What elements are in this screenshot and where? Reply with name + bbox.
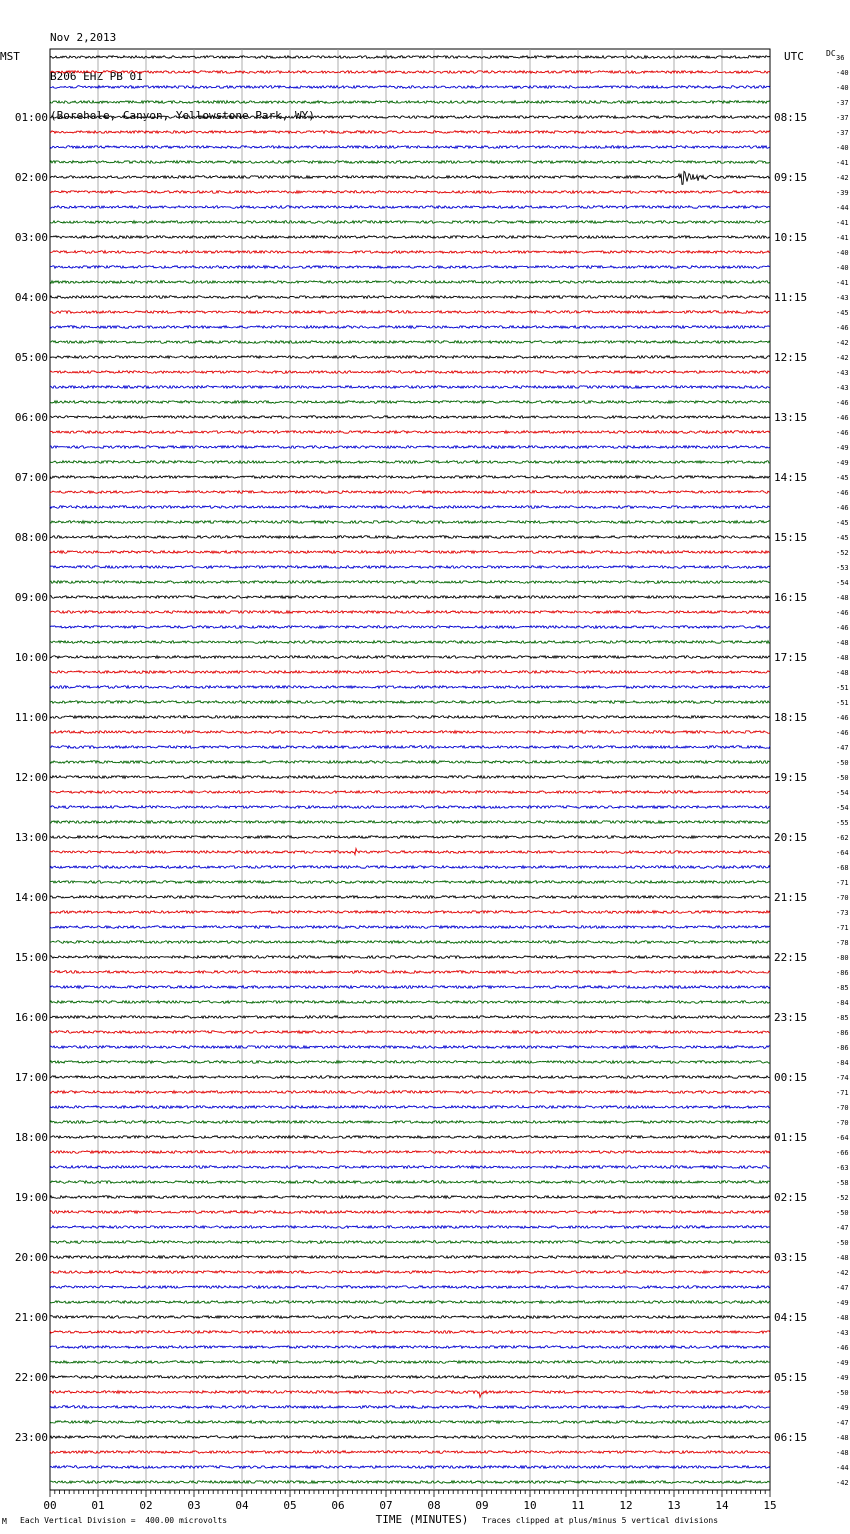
x-tick-label: 07 (379, 1499, 393, 1512)
seismic-trace (50, 341, 770, 344)
seismic-trace (50, 821, 770, 824)
dc-offset-label: -46 (836, 729, 849, 737)
seismic-trace (50, 911, 770, 914)
mst-hour-label: 04:00 (14, 291, 48, 304)
seismic-trace (50, 926, 770, 929)
dc-offset-label: -52 (836, 1194, 849, 1202)
plot-frame (50, 49, 770, 1490)
x-tick-label: 13 (667, 1499, 681, 1512)
seismic-trace (50, 671, 770, 674)
x-tick-label: 08 (427, 1499, 441, 1512)
mst-hour-label: 14:00 (14, 891, 48, 904)
seismic-trace (50, 746, 770, 749)
seismic-trace (50, 296, 770, 299)
mst-hour-label: 11:00 (14, 711, 48, 724)
seismic-trace (50, 1091, 770, 1094)
seismic-trace (50, 251, 770, 254)
seismic-trace (50, 1481, 770, 1484)
seismic-trace (50, 476, 770, 479)
mst-hour-label: 02:00 (14, 171, 48, 184)
clip-note: Traces clipped at plus/minus 5 vertical divisions (482, 1516, 719, 1525)
x-tick-label: 02 (139, 1499, 153, 1512)
dc-offset-label: -62 (836, 834, 849, 842)
seismic-trace (50, 1121, 770, 1124)
dc-offset-label: -45 (836, 519, 849, 527)
dc-offset-label: -85 (836, 1014, 849, 1022)
dc-offset-label: -46 (836, 624, 849, 632)
dc-offset-label: -54 (836, 804, 849, 812)
dc-offset-label: -49 (836, 1374, 849, 1382)
dc-offset-label: -45 (836, 534, 849, 542)
utc-hour-label: 10:15 (774, 231, 808, 244)
utc-hour-label: 06:15 (774, 1431, 808, 1444)
dc-offset-label: -86 (836, 1044, 849, 1052)
seismic-trace (50, 131, 770, 134)
seismic-trace (50, 941, 770, 944)
seismic-trace (50, 266, 770, 269)
dc-offset-label: -42 (836, 1479, 849, 1487)
left-timezone-label: MST (0, 50, 20, 63)
seismic-trace (50, 1466, 770, 1469)
seismic-trace (50, 686, 770, 689)
seismic-trace (50, 1180, 770, 1183)
seismic-trace (50, 101, 770, 104)
dc-offset-label: -45 (836, 309, 849, 317)
dc-offset-label: -48 (836, 1449, 849, 1457)
seismic-trace (50, 311, 770, 314)
dc-offset-label: -50 (836, 774, 849, 782)
dc-offset-label: -49 (836, 1404, 849, 1412)
seismic-trace (50, 1211, 770, 1214)
utc-hour-label: 21:15 (774, 891, 808, 904)
dc-offset-label: -39 (836, 189, 849, 197)
seismic-trace (50, 326, 770, 329)
dc-offset-label: -40 (836, 69, 849, 77)
utc-hour-label: 19:15 (774, 771, 808, 784)
dc-offset-label: -66 (836, 1149, 849, 1157)
dc-offset-label: -84 (836, 999, 849, 1007)
dc-offset-label: -85 (836, 984, 849, 992)
seismic-trace (50, 1226, 770, 1229)
dc-offset-label: -44 (836, 1464, 849, 1472)
right-timezone-label: UTC (784, 50, 804, 63)
dc-offset-label: -49 (836, 1359, 849, 1367)
seismic-trace (50, 956, 770, 959)
seismic-trace (50, 446, 770, 449)
dc-offset-label: -43 (836, 1329, 849, 1337)
dc-offset-label: -43 (836, 384, 849, 392)
dc-offset-label: -48 (836, 639, 849, 647)
dc-offset-header: DC (826, 49, 836, 58)
dc-offset-label: -37 (836, 99, 849, 107)
x-tick-label: 15 (763, 1499, 777, 1512)
mst-hour-label: 16:00 (14, 1011, 48, 1024)
dc-offset-label: -48 (836, 654, 849, 662)
mst-hour-label: 19:00 (14, 1191, 48, 1204)
seismic-trace (50, 1241, 770, 1244)
seismic-trace (50, 521, 770, 524)
dc-offset-label: -40 (836, 84, 849, 92)
seismic-trace (50, 1406, 770, 1409)
seismic-trace (50, 656, 770, 659)
dc-offset-label: -50 (836, 759, 849, 767)
dc-offset-label: -74 (836, 1074, 849, 1082)
dc-offset-label: -40 (836, 144, 849, 152)
x-axis-title: TIME (MINUTES) (375, 1513, 469, 1526)
mst-hour-label: 13:00 (14, 831, 48, 844)
mst-hour-label: 23:00 (14, 1431, 48, 1444)
seismic-trace (50, 146, 770, 149)
seismic-trace (50, 56, 770, 59)
seismic-trace (50, 221, 770, 224)
dc-offset-label: -46 (836, 1344, 849, 1352)
dc-offset-label: -47 (836, 1419, 849, 1427)
seismic-trace (50, 506, 770, 509)
dc-offset-label: -54 (836, 579, 849, 587)
seismic-trace (50, 431, 770, 434)
seismic-trace (50, 71, 770, 74)
utc-hour-label: 18:15 (774, 711, 808, 724)
seismic-trace (50, 536, 770, 539)
seismic-trace (50, 611, 770, 614)
utc-hour-label: 23:15 (774, 1011, 808, 1024)
dc-offset-label: -48 (836, 669, 849, 677)
dc-offset-label: -86 (836, 969, 849, 977)
utc-hour-label: 17:15 (774, 651, 808, 664)
seismic-trace (50, 806, 770, 809)
seismic-trace (50, 551, 770, 554)
dc-offset-label: -50 (836, 1209, 849, 1217)
station-code: B206 EHZ PB 01 (50, 70, 143, 83)
mst-hour-label: 08:00 (14, 531, 48, 544)
mst-hour-label: 18:00 (14, 1131, 48, 1144)
dc-offset-label: -42 (836, 1269, 849, 1277)
seismic-trace (50, 116, 770, 119)
utc-hour-label: 16:15 (774, 591, 808, 604)
dc-offset-label: -80 (836, 954, 849, 962)
dc-offset-label: -78 (836, 939, 849, 947)
scale-note: Each Vertical Division = 400.00 microvolts (20, 1516, 228, 1525)
seismic-trace (50, 491, 770, 494)
x-tick-label: 04 (235, 1499, 249, 1512)
utc-hour-label: 00:15 (774, 1071, 808, 1084)
seismic-trace (50, 416, 770, 419)
seismic-trace (50, 1166, 770, 1169)
dc-offset-label: -41 (836, 159, 849, 167)
x-tick-label: 05 (283, 1499, 297, 1512)
seismic-trace (50, 281, 770, 284)
dc-offset-label: -37 (836, 114, 849, 122)
dc-offset-label: -46 (836, 504, 849, 512)
utc-hour-label: 22:15 (774, 951, 808, 964)
seismic-trace (50, 1031, 770, 1034)
dc-offset-label: -41 (836, 219, 849, 227)
dc-offset-label: -52 (836, 549, 849, 557)
dc-offset-label: -44 (836, 204, 849, 212)
x-tick-label: 14 (715, 1499, 729, 1512)
seismic-trace (50, 848, 770, 854)
dc-offset-label: -42 (836, 174, 849, 182)
dc-offset-label: -42 (836, 354, 849, 362)
record-date: Nov 2,2013 (50, 31, 117, 44)
dc-offset-label: -48 (836, 1434, 849, 1442)
seismic-trace (50, 1016, 770, 1019)
dc-offset-label: -47 (836, 1284, 849, 1292)
utc-hour-label: 01:15 (774, 1131, 808, 1144)
x-tick-label: 06 (331, 1499, 345, 1512)
seismic-trace (50, 581, 770, 584)
seismic-trace (50, 371, 770, 374)
dc-offset-label: -47 (836, 744, 849, 752)
seismic-trace (50, 86, 770, 89)
dc-offset-label: -46 (836, 429, 849, 437)
seismic-trace (50, 1196, 770, 1199)
seismic-trace (50, 986, 770, 989)
utc-hour-label: 15:15 (774, 531, 808, 544)
utc-hour-label: 03:15 (774, 1251, 808, 1264)
mst-hour-label: 05:00 (14, 351, 48, 364)
seismic-trace (50, 206, 770, 209)
seismic-trace (50, 161, 770, 164)
seismic-trace (50, 566, 770, 569)
seismic-trace (50, 1271, 770, 1274)
x-tick-label: 12 (619, 1499, 633, 1512)
seismic-trace (50, 731, 770, 734)
utc-hour-label: 12:15 (774, 351, 808, 364)
seismic-trace (50, 1421, 770, 1424)
dc-offset-label: -70 (836, 1119, 849, 1127)
dc-offset-label: -43 (836, 294, 849, 302)
x-tick-label: 11 (571, 1499, 585, 1512)
dc-offset-label: -51 (836, 699, 849, 707)
seismic-trace (50, 1376, 770, 1379)
mst-hour-label: 12:00 (14, 771, 48, 784)
dc-offset-label: 36 (836, 54, 845, 62)
seismic-trace (50, 1061, 770, 1064)
dc-offset-label: -46 (836, 399, 849, 407)
utc-hour-label: 09:15 (774, 171, 808, 184)
seismic-trace (50, 881, 770, 884)
dc-offset-label: -48 (836, 1314, 849, 1322)
utc-hour-label: 04:15 (774, 1311, 808, 1324)
dc-offset-label: -41 (836, 234, 849, 242)
mst-hour-label: 15:00 (14, 951, 48, 964)
dc-offset-label: -43 (836, 369, 849, 377)
seismic-trace (50, 1436, 770, 1439)
dc-offset-label: -71 (836, 1089, 849, 1097)
dc-offset-label: -46 (836, 489, 849, 497)
dc-offset-label: -48 (836, 1254, 849, 1262)
seismic-trace (50, 1256, 770, 1259)
dc-offset-label: -64 (836, 849, 849, 857)
dc-offset-label: -42 (836, 339, 849, 347)
seismic-trace (50, 596, 770, 599)
seismic-trace (50, 1346, 770, 1349)
utc-hour-label: 20:15 (774, 831, 808, 844)
seismic-trace (50, 236, 770, 239)
seismic-trace (50, 386, 770, 389)
mst-hour-label: 10:00 (14, 651, 48, 664)
dc-offset-label: -47 (836, 1224, 849, 1232)
utc-hour-label: 08:15 (774, 111, 808, 124)
dc-offset-label: -46 (836, 414, 849, 422)
dc-offset-label: -53 (836, 564, 849, 572)
seismic-trace (50, 1301, 770, 1304)
seismic-trace (50, 401, 770, 404)
mst-hour-label: 22:00 (14, 1371, 48, 1384)
station-location: (Borehole, Canyon, Yellowstone Park, WY) (50, 109, 315, 122)
mst-hour-label: 20:00 (14, 1251, 48, 1264)
x-tick-label: 00 (43, 1499, 57, 1512)
seismic-trace (50, 641, 770, 644)
seismic-trace (50, 1046, 770, 1049)
mst-hour-label: 01:00 (14, 111, 48, 124)
dc-offset-label: -71 (836, 924, 849, 932)
mst-hour-label: 21:00 (14, 1311, 48, 1324)
corner-mark: M (2, 1517, 7, 1526)
dc-offset-label: -63 (836, 1164, 849, 1172)
dc-offset-label: -46 (836, 609, 849, 617)
dc-offset-label: -48 (836, 594, 849, 602)
dc-offset-label: -50 (836, 1239, 849, 1247)
seismic-trace (50, 171, 770, 184)
seismic-trace (50, 191, 770, 194)
dc-offset-label: -71 (836, 879, 849, 887)
dc-offset-label: -64 (836, 1134, 849, 1142)
seismic-trace (50, 461, 770, 464)
dc-offset-label: -49 (836, 1299, 849, 1307)
utc-hour-label: 02:15 (774, 1191, 808, 1204)
seismic-trace (50, 1136, 770, 1139)
x-tick-label: 03 (187, 1499, 201, 1512)
mst-hour-label: 07:00 (14, 471, 48, 484)
seismic-trace (50, 1331, 770, 1334)
utc-hour-label: 05:15 (774, 1371, 808, 1384)
seismic-trace (50, 836, 770, 839)
seismic-trace (50, 356, 770, 359)
dc-offset-label: -40 (836, 249, 849, 257)
dc-offset-label: -49 (836, 444, 849, 452)
dc-offset-label: -40 (836, 264, 849, 272)
dc-offset-label: -58 (836, 1179, 849, 1187)
seismic-trace (50, 1391, 770, 1398)
x-tick-label: 10 (523, 1499, 537, 1512)
mst-hour-label: 06:00 (14, 411, 48, 424)
utc-hour-label: 13:15 (774, 411, 808, 424)
seismic-trace (50, 1316, 770, 1319)
seismic-trace (50, 1286, 770, 1289)
x-tick-label: 01 (91, 1499, 105, 1512)
dc-offset-label: -49 (836, 459, 849, 467)
dc-offset-label: -70 (836, 894, 849, 902)
dc-offset-label: -37 (836, 129, 849, 137)
dc-offset-label: -46 (836, 714, 849, 722)
seismic-trace (50, 1151, 770, 1154)
dc-offset-label: -70 (836, 1104, 849, 1112)
seismic-trace (50, 716, 770, 719)
dc-offset-label: -55 (836, 819, 849, 827)
seismic-trace (50, 776, 770, 779)
dc-offset-label: -54 (836, 789, 849, 797)
dc-offset-label: -73 (836, 909, 849, 917)
dc-offset-label: -51 (836, 684, 849, 692)
seismic-trace (50, 626, 770, 629)
seismic-trace (50, 791, 770, 794)
seismic-trace (50, 761, 770, 764)
seismic-trace (50, 1451, 770, 1454)
utc-hour-label: 11:15 (774, 291, 808, 304)
seismic-trace (50, 866, 770, 869)
dc-offset-label: -84 (836, 1059, 849, 1067)
utc-hour-label: 14:15 (774, 471, 808, 484)
mst-hour-label: 17:00 (14, 1071, 48, 1084)
dc-offset-label: -41 (836, 279, 849, 287)
dc-offset-label: -86 (836, 1029, 849, 1037)
seismic-trace (50, 971, 770, 974)
dc-offset-label: -68 (836, 864, 849, 872)
mst-hour-label: 09:00 (14, 591, 48, 604)
seismic-trace (50, 1361, 770, 1364)
seismic-trace (50, 1076, 770, 1079)
dc-offset-label: -45 (836, 474, 849, 482)
x-tick-label: 09 (475, 1499, 489, 1512)
seismic-trace (50, 701, 770, 704)
dc-offset-label: -50 (836, 1389, 849, 1397)
seismic-trace (50, 896, 770, 899)
mst-hour-label: 03:00 (14, 231, 48, 244)
seismic-trace (50, 1106, 770, 1109)
seismic-trace (50, 1001, 770, 1004)
dc-offset-label: -46 (836, 324, 849, 332)
